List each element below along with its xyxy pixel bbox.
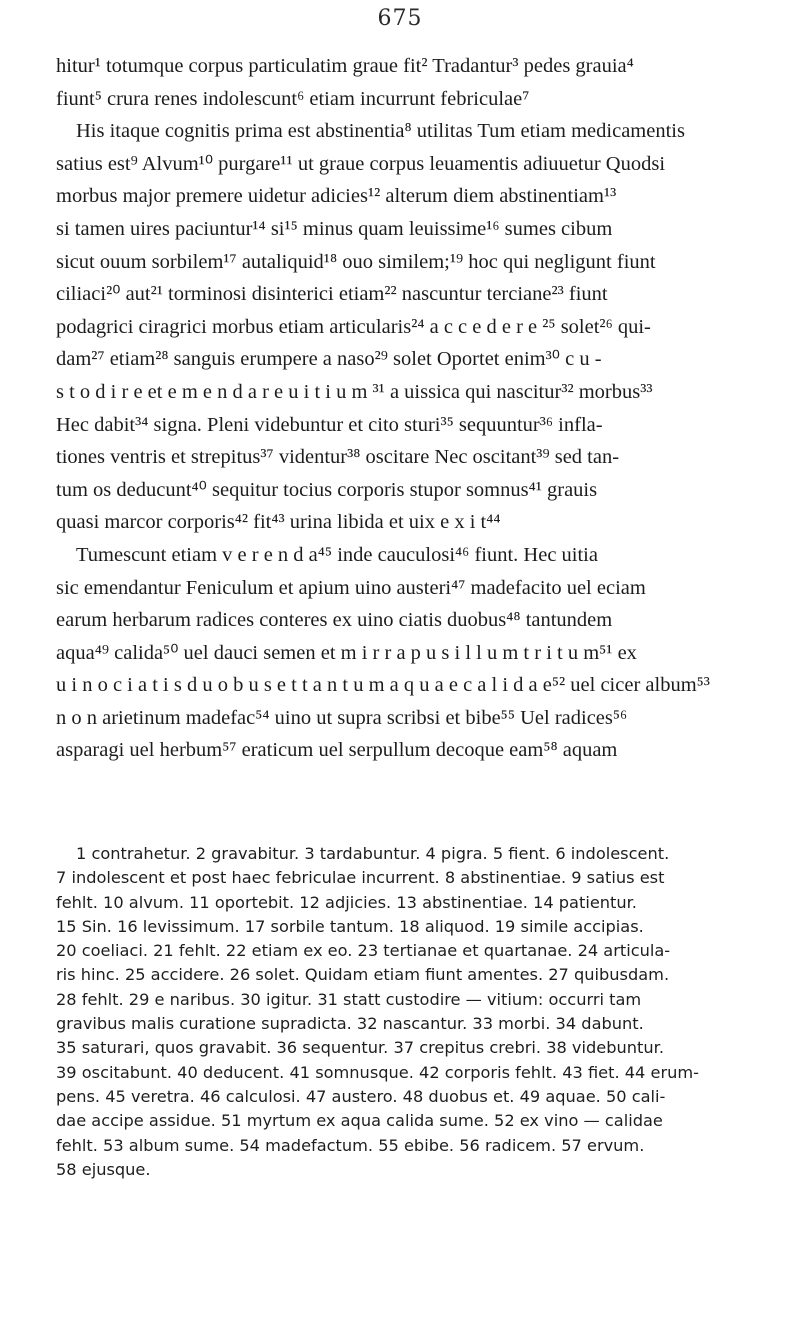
main-text-line: tiones ventris et strepitus³⁷ videntur³⁸ oscitare Nec oscitant³⁹ sed tan-: [56, 446, 620, 469]
footnote-line: 20 coeliaci. 21 fehlt. 22 etiam ex eo. 23 tertianae et quartanae. 24 articula-: [56, 941, 671, 961]
footnote-line: 58 ejusque.: [56, 1159, 151, 1179]
footnote-line: 7 indolescent et post haec febriculae incurrent. 8 abstinentiae. 9 satius est: [56, 868, 665, 888]
footnote-line: 28 fehlt. 29 e naribus. 30 igitur. 31 statt custodire — vitium: occurri tam: [56, 989, 642, 1009]
main-text-line: ciliaci²⁰ aut²¹ torminosi disinterici etiam²² nascuntur terciane²³ fiunt: [56, 283, 608, 306]
footnote-line: dae accipe assidue. 51 myrtum ex aqua calida sume. 52 ex vino — calidae: [56, 1111, 663, 1131]
page-number: 675: [377, 6, 423, 31]
footnote-line: gravibus malis curatione supradicta. 32 nascantur. 33 morbi. 34 dabunt.: [56, 1014, 644, 1034]
main-text-line: Tumescunt etiam v e r e n d a⁴⁵ inde cauculosi⁴⁶ fiunt. Hec uitia: [76, 543, 598, 566]
main-text-line: His itaque cognitis prima est abstinentia⁸ utilitas Tum etiam medicamentis: [76, 120, 685, 143]
main-text-line: hitur¹ totumque corpus particulatim graue fit² Tradantur³ pedes grauia⁴: [56, 55, 634, 77]
main-text-line: earum herbarum radices conteres ex uino ciatis duobus⁴⁸ tantundem: [56, 609, 613, 632]
main-text-line: podagrici ciragrici morbus etiam articularis²⁴ a c c e d e r e ²⁵ solet²⁶ qui-: [56, 315, 651, 338]
footnote-line: 15 Sin. 16 levissimum. 17 sorbile tantum. 18 aliquod. 19 simile accipias.: [56, 916, 644, 936]
main-text-line: quasi marcor corporis⁴² fit⁴³ urina libida et uix e x i t⁴⁴: [56, 511, 501, 534]
main-text-line: satius est⁹ Alvum¹⁰ purgare¹¹ ut graue corpus leuamentis adiuuetur Quodsi: [56, 152, 666, 175]
main-text-line: fiunt⁵ crura renes indolescunt⁶ etiam incurrunt febriculae⁷: [56, 87, 530, 110]
main-text-block: [56, 50, 786, 767]
footnote-line: ris hinc. 25 accidere. 26 solet. Quidam etiam fiunt amentes. 27 quibusdam.: [56, 965, 670, 985]
footnote-line: fehlt. 10 alvum. 11 oportebit. 12 adjicies. 13 abstinentiae. 14 patientur.: [56, 892, 637, 912]
main-text-line: sic emendantur Feniculum et apium uino austeri⁴⁷ madefacito uel eciam: [56, 576, 646, 599]
main-text-line: si tamen uires paciuntur¹⁴ si¹⁵ minus quam leuissime¹⁶ sumes cibum: [56, 217, 613, 240]
footnote-line: 35 saturari, quos gravabit. 36 sequentur. 37 crepitus crebri. 38 videbuntur.: [56, 1038, 664, 1058]
main-text-line: aqua⁴⁹ calida⁵⁰ uel dauci semen et m i r r a p u s i l l u m t r i t u m⁵¹ ex: [56, 641, 637, 664]
footnote-line: fehlt. 53 album sume. 54 madefactum. 55 ebibe. 56 radicem. 57 ervum.: [56, 1135, 645, 1155]
main-text-line: n o n arietinum madefac⁵⁴ uino ut supra scribsi et bibe⁵⁵ Uel radices⁵⁶: [56, 706, 628, 729]
main-text-line: Hec dabit³⁴ signa. Pleni videbuntur et cito sturi³⁵ sequuntur³⁶ infla-: [56, 413, 603, 436]
main-text-line: s t o d i r e et e m e n d a r e u i t i u m ³¹ a uissica qui nascitur³² morbus³³: [56, 380, 653, 403]
main-text-line: tum os deducunt⁴⁰ sequitur tocius corporis stupor somnus⁴¹ grauis: [56, 478, 598, 501]
footnote-line: 39 oscitabunt. 40 deducent. 41 somnusque. 42 corporis fehlt. 43 fiet. 44 erum-: [56, 1062, 699, 1082]
main-text-line: u i n o c i a t i s d u o b u s e t t a n t u m a q u a e c a l i d a e⁵² uel cicer album⁵³: [56, 674, 710, 697]
footnote-line: pens. 45 veretra. 46 calculosi. 47 austero. 48 duobus et. 49 aquae. 50 cali-: [56, 1086, 666, 1106]
main-text-line: asparagi uel herbum⁵⁷ eraticum uel serpullum decoque eam⁵⁸ aquam: [56, 739, 618, 762]
main-text-line: sicut ouum sorbilem¹⁷ autaliquid¹⁸ ouo similem;¹⁹ hoc qui negligunt fiunt: [56, 250, 656, 273]
footnotes-block: [56, 842, 786, 1182]
footnote-line: 1 contrahetur. 2 gravabitur. 3 tardabuntur. 4 pigra. 5 fient. 6 indolescent.: [76, 844, 670, 863]
main-text-line: dam²⁷ etiam²⁸ sanguis erumpere a naso²⁹ solet Oportet enim³⁰ c u -: [56, 348, 602, 371]
main-text-line: morbus major premere uidetur adicies¹² alterum diem abstinentiam¹³: [56, 185, 617, 208]
